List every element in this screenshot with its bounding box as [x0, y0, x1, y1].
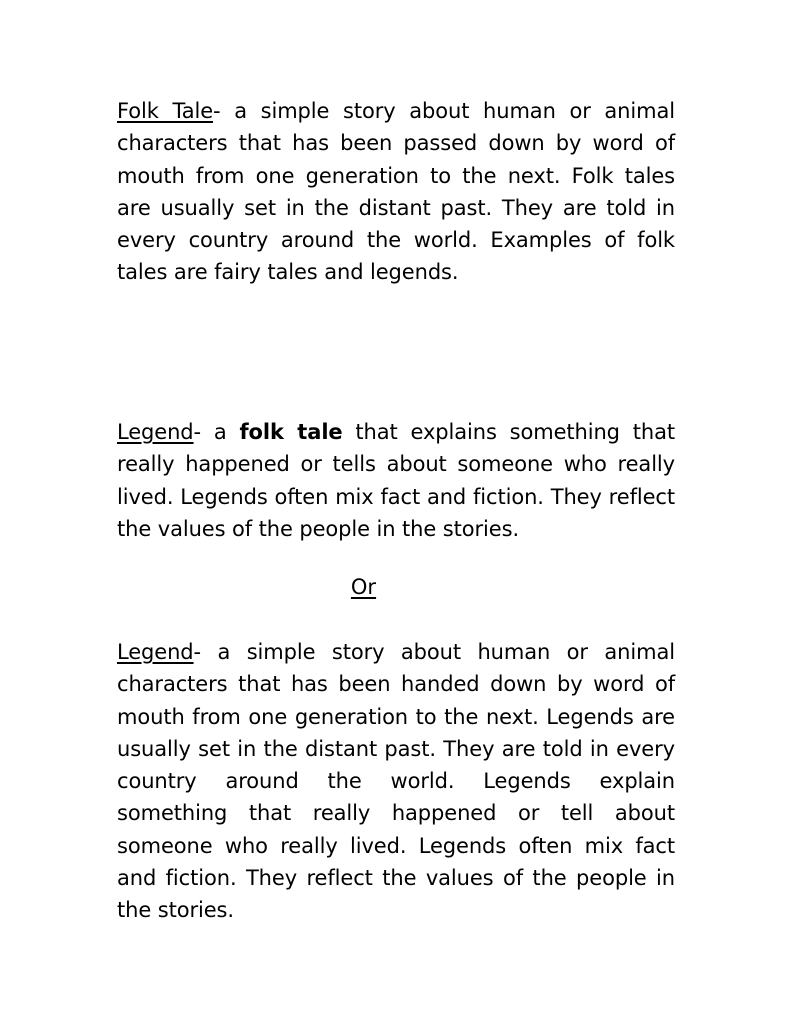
- term-legend: Legend: [117, 420, 194, 444]
- term-separator: -: [193, 640, 218, 664]
- definition-text: a simple story about human or animal characters that has been handed down by word of mouth from one generation to the next. Legends are usually set in the distant past. They are told in every country around the world. Legends explain something that really happened or tell about someone who really lived. Legends often mix fact and fiction. They reflect the values of the people in the stories.: [117, 640, 675, 923]
- definition-legend-1: [117, 416, 675, 545]
- term-folk-tale: Folk Tale: [117, 99, 214, 123]
- or-separator: Or: [350, 575, 377, 599]
- definition-text: a simple story about human or animal characters that has been passed down by word of mouth from one generation to the next. Folk tales are usually set in the distant past. They are told in every country around the world. Examples of folk tales are fairy tales and legends.: [117, 99, 675, 285]
- definition-text-pre: a: [213, 420, 240, 444]
- term-separator: -: [193, 420, 214, 444]
- definition-text: that explains something that really happened or tells about someone who really lived. Legends often mix fact and fiction. They reflect the values of the people in the stories.: [117, 420, 675, 541]
- term-legend: Legend: [117, 640, 194, 664]
- definition-folk-tale: [117, 95, 675, 289]
- term-separator: -: [213, 99, 235, 123]
- definition-legend-2: [117, 636, 675, 927]
- bold-phrase: folk tale: [239, 420, 343, 444]
